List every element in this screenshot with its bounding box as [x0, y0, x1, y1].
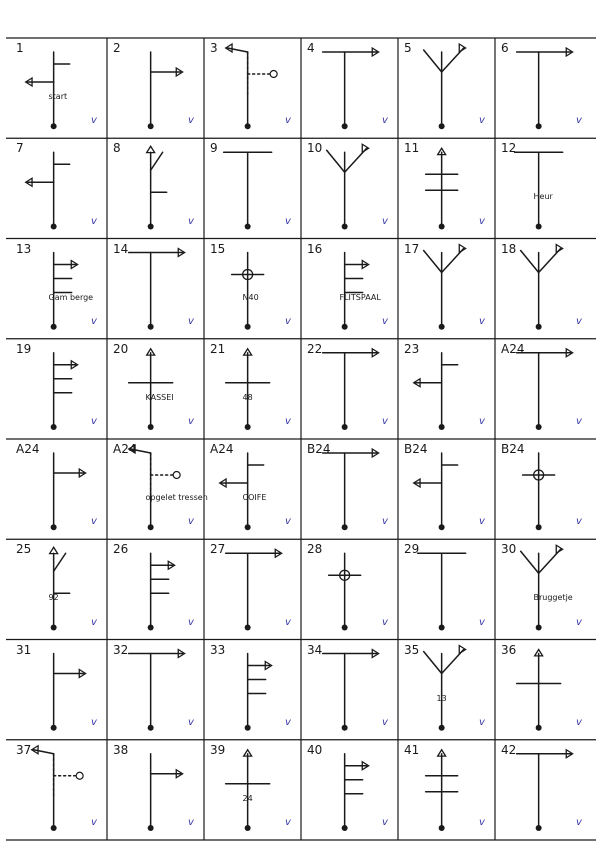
- cell-number: 27: [210, 542, 226, 557]
- check-mark: v: [285, 315, 291, 327]
- route-glyph: [323, 48, 379, 129]
- route-glyph: [327, 144, 369, 229]
- cell-number: 17: [404, 241, 420, 256]
- cell-number: 14: [113, 241, 129, 256]
- start-dot-icon: [439, 224, 445, 230]
- start-dot-icon: [342, 725, 348, 731]
- check-mark: v: [285, 115, 291, 127]
- route-glyph: [414, 453, 458, 530]
- route-glyph: [517, 750, 573, 831]
- start-dot-icon: [536, 825, 542, 831]
- cell-number: 31: [16, 642, 32, 657]
- start-dot-icon: [148, 324, 154, 330]
- cell-number: A24: [16, 442, 40, 456]
- check-mark: v: [285, 817, 291, 828]
- roundabout-icon: [270, 71, 277, 78]
- route-glyph: [342, 253, 369, 330]
- cell-note: 13: [436, 693, 447, 703]
- start-dot-icon: [536, 224, 542, 230]
- cell-note: Bruggetje: [533, 593, 573, 603]
- check-mark: v: [91, 416, 97, 427]
- route-glyph: [424, 646, 466, 731]
- check-mark: v: [479, 817, 485, 828]
- start-dot-icon: [439, 725, 445, 731]
- route-glyph: [129, 349, 173, 430]
- route-glyph: [148, 52, 183, 129]
- start-dot-icon: [536, 123, 542, 129]
- route-glyph: [517, 650, 561, 731]
- road-line: [54, 553, 66, 571]
- check-mark: v: [285, 716, 291, 728]
- route-glyph: [226, 549, 282, 630]
- arrow-head-icon: [459, 245, 465, 253]
- check-mark: v: [91, 215, 97, 227]
- start-dot-icon: [51, 725, 57, 731]
- cell-number: 20: [113, 341, 129, 356]
- check-mark: v: [576, 516, 582, 528]
- road-line: [521, 251, 539, 273]
- route-glyph: [51, 353, 78, 430]
- check-mark: v: [479, 416, 485, 427]
- route-glyph: [342, 754, 369, 831]
- route-glyph: [323, 449, 379, 530]
- check-mark: v: [382, 716, 388, 728]
- cell-number: 36: [501, 642, 517, 657]
- check-mark: v: [479, 115, 485, 127]
- check-mark: v: [576, 416, 582, 427]
- route-glyph: [26, 152, 70, 229]
- arrow-head-icon: [459, 646, 465, 654]
- check-mark: v: [91, 315, 97, 327]
- start-dot-icon: [342, 224, 348, 230]
- check-mark: v: [285, 416, 291, 427]
- route-glyph: [521, 245, 563, 330]
- cell-number: 6: [501, 41, 509, 55]
- check-mark: v: [479, 716, 485, 728]
- cell-number: B24: [501, 442, 525, 456]
- route-glyph: [424, 44, 466, 129]
- cell-number: 40: [307, 742, 323, 757]
- check-mark: v: [382, 215, 388, 227]
- cell-number: 16: [307, 241, 323, 256]
- route-glyph: [129, 249, 185, 330]
- check-mark: v: [576, 115, 582, 127]
- start-dot-icon: [536, 324, 542, 330]
- check-mark: v: [188, 516, 194, 528]
- start-dot-icon: [148, 123, 154, 129]
- check-mark: v: [479, 315, 485, 327]
- cell-number: 4: [307, 41, 315, 55]
- route-glyph: [50, 547, 70, 630]
- check-mark: v: [188, 716, 194, 728]
- road-line: [327, 150, 345, 172]
- route-glyph: [426, 148, 458, 229]
- cell-number: 1: [16, 41, 24, 55]
- cell-note: N40: [242, 292, 259, 302]
- cell-number: 33: [210, 642, 226, 657]
- check-mark: v: [285, 215, 291, 227]
- check-mark: v: [91, 616, 97, 628]
- route-glyph: [521, 545, 563, 630]
- start-dot-icon: [245, 524, 251, 530]
- route-glyph: [424, 245, 466, 330]
- check-mark: v: [382, 616, 388, 628]
- cell-number: A24: [501, 341, 525, 356]
- cell-number: 3: [210, 41, 218, 55]
- route-glyph: [32, 746, 84, 831]
- route-glyph: [51, 253, 78, 330]
- start-dot-icon: [51, 825, 57, 831]
- road-line: [424, 652, 442, 674]
- route-glyph: [129, 650, 185, 731]
- cell-number: 5: [404, 41, 412, 55]
- start-dot-icon: [342, 825, 348, 831]
- check-mark: v: [91, 115, 97, 127]
- route-glyph: [226, 750, 270, 831]
- cell-note: 24: [242, 793, 253, 803]
- check-mark: v: [188, 115, 194, 127]
- route-glyph: [323, 650, 379, 731]
- cell-note: KASSEI: [145, 392, 174, 402]
- start-dot-icon: [148, 725, 154, 731]
- arrow-head-icon: [459, 44, 465, 52]
- cell-number: 18: [501, 241, 517, 256]
- check-mark: v: [576, 817, 582, 828]
- cell-number: 26: [113, 542, 129, 557]
- start-dot-icon: [245, 424, 251, 430]
- cell-note: Heur: [533, 192, 553, 202]
- cell-number: 12: [501, 141, 517, 156]
- check-mark: v: [188, 215, 194, 227]
- route-glyph: [323, 349, 379, 430]
- check-mark: v: [91, 516, 97, 528]
- cell-number: 30: [501, 542, 517, 557]
- route-glyph: [232, 253, 264, 330]
- check-mark: v: [188, 416, 194, 427]
- route-glyph: [129, 445, 181, 530]
- cell-number: 19: [16, 341, 32, 356]
- roundabout-icon: [173, 472, 180, 479]
- arrow-head-icon: [556, 245, 562, 253]
- cell-note: Gam berge: [48, 292, 94, 302]
- cell-number: A24: [113, 442, 137, 456]
- start-dot-icon: [342, 324, 348, 330]
- start-dot-icon: [51, 424, 57, 430]
- route-glyph: [148, 754, 183, 831]
- start-dot-icon: [245, 324, 251, 330]
- check-mark: v: [576, 315, 582, 327]
- route-glyph: [517, 349, 573, 430]
- start-dot-icon: [245, 725, 251, 731]
- start-dot-icon: [439, 825, 445, 831]
- cell-number: 15: [210, 241, 226, 256]
- start-dot-icon: [51, 123, 57, 129]
- check-mark: v: [285, 616, 291, 628]
- route-glyph: [515, 152, 563, 229]
- cell-number: 21: [210, 341, 226, 356]
- start-dot-icon: [148, 424, 154, 430]
- cell-number: 34: [307, 642, 323, 657]
- check-mark: v: [576, 716, 582, 728]
- check-mark: v: [576, 616, 582, 628]
- arrow-head-icon: [362, 144, 368, 152]
- cell-number: 35: [404, 642, 420, 657]
- start-dot-icon: [439, 524, 445, 530]
- road-line: [521, 551, 539, 573]
- cell-number: 25: [16, 542, 32, 557]
- check-mark: v: [479, 516, 485, 528]
- check-mark: v: [479, 215, 485, 227]
- route-glyph: [226, 44, 278, 129]
- arrow-head-icon: [556, 545, 562, 553]
- cell-number: 9: [210, 141, 218, 156]
- check-mark: v: [188, 315, 194, 327]
- cell-number: 8: [113, 141, 121, 156]
- route-glyph: [523, 453, 555, 530]
- cell-number: 32: [113, 642, 129, 657]
- cell-number: 13: [16, 241, 32, 256]
- start-dot-icon: [536, 625, 542, 631]
- cell-note: COIFE: [242, 493, 267, 503]
- start-dot-icon: [439, 324, 445, 330]
- cell-number: 11: [404, 141, 420, 156]
- route-glyph: [329, 553, 361, 630]
- route-glyph: [26, 52, 70, 129]
- start-dot-icon: [342, 424, 348, 430]
- cell-number: B24: [307, 442, 331, 456]
- start-dot-icon: [536, 424, 542, 430]
- check-mark: v: [382, 516, 388, 528]
- road-line: [424, 50, 442, 72]
- cell-number: 2: [113, 41, 121, 55]
- route-glyph: [226, 349, 270, 430]
- cell-number: 39: [210, 742, 226, 757]
- start-dot-icon: [342, 524, 348, 530]
- road-line: [424, 251, 442, 273]
- route-glyph: [418, 553, 466, 630]
- start-dot-icon: [439, 625, 445, 631]
- start-dot-icon: [148, 524, 154, 530]
- cell-number: A24: [210, 442, 234, 456]
- check-mark: v: [188, 616, 194, 628]
- route-glyph: [51, 453, 86, 530]
- route-glyph: [220, 453, 264, 530]
- cell-number: 28: [307, 542, 323, 557]
- cell-number: B24: [404, 442, 428, 456]
- cell-number: 38: [113, 742, 129, 757]
- route-glyph: [51, 654, 86, 731]
- check-mark: v: [285, 516, 291, 528]
- start-dot-icon: [51, 224, 57, 230]
- start-dot-icon: [536, 725, 542, 731]
- cell-note: 92: [48, 593, 59, 603]
- start-dot-icon: [439, 123, 445, 129]
- start-dot-icon: [148, 825, 154, 831]
- roundabout-icon: [76, 772, 83, 779]
- check-mark: v: [382, 315, 388, 327]
- cell-note: start: [48, 92, 68, 102]
- cell-number: 7: [16, 141, 24, 156]
- start-dot-icon: [51, 324, 57, 330]
- check-mark: v: [188, 817, 194, 828]
- check-mark: v: [382, 115, 388, 127]
- start-dot-icon: [245, 625, 251, 631]
- cell-number: 42: [501, 742, 517, 757]
- check-mark: v: [382, 416, 388, 427]
- start-dot-icon: [148, 224, 154, 230]
- cell-number: 23: [404, 341, 420, 356]
- check-mark: v: [91, 716, 97, 728]
- start-dot-icon: [342, 625, 348, 631]
- cell-number: 41: [404, 742, 420, 757]
- route-glyph: [148, 553, 175, 630]
- route-glyph: [426, 750, 458, 831]
- check-mark: v: [91, 817, 97, 828]
- route-glyph: [147, 146, 167, 229]
- road-line: [151, 152, 163, 170]
- start-dot-icon: [51, 625, 57, 631]
- start-dot-icon: [245, 825, 251, 831]
- start-dot-icon: [245, 123, 251, 129]
- start-dot-icon: [342, 123, 348, 129]
- start-dot-icon: [148, 625, 154, 631]
- cell-note: FLITSPAAL: [339, 292, 381, 302]
- route-glyph: [414, 353, 458, 430]
- cell-note: opgelet tressen: [145, 493, 208, 503]
- route-glyph: [245, 654, 272, 731]
- start-dot-icon: [245, 224, 251, 230]
- cell-number: 22: [307, 341, 323, 356]
- start-dot-icon: [51, 524, 57, 530]
- cell-number: 29: [404, 542, 420, 557]
- route-glyph: [517, 48, 573, 129]
- cell-note: 48: [242, 392, 253, 402]
- cell-number: 37: [16, 742, 32, 757]
- cell-number: 10: [307, 141, 323, 156]
- route-glyph: [224, 152, 272, 229]
- start-dot-icon: [536, 524, 542, 530]
- start-dot-icon: [439, 424, 445, 430]
- check-mark: v: [479, 616, 485, 628]
- check-mark: v: [382, 817, 388, 828]
